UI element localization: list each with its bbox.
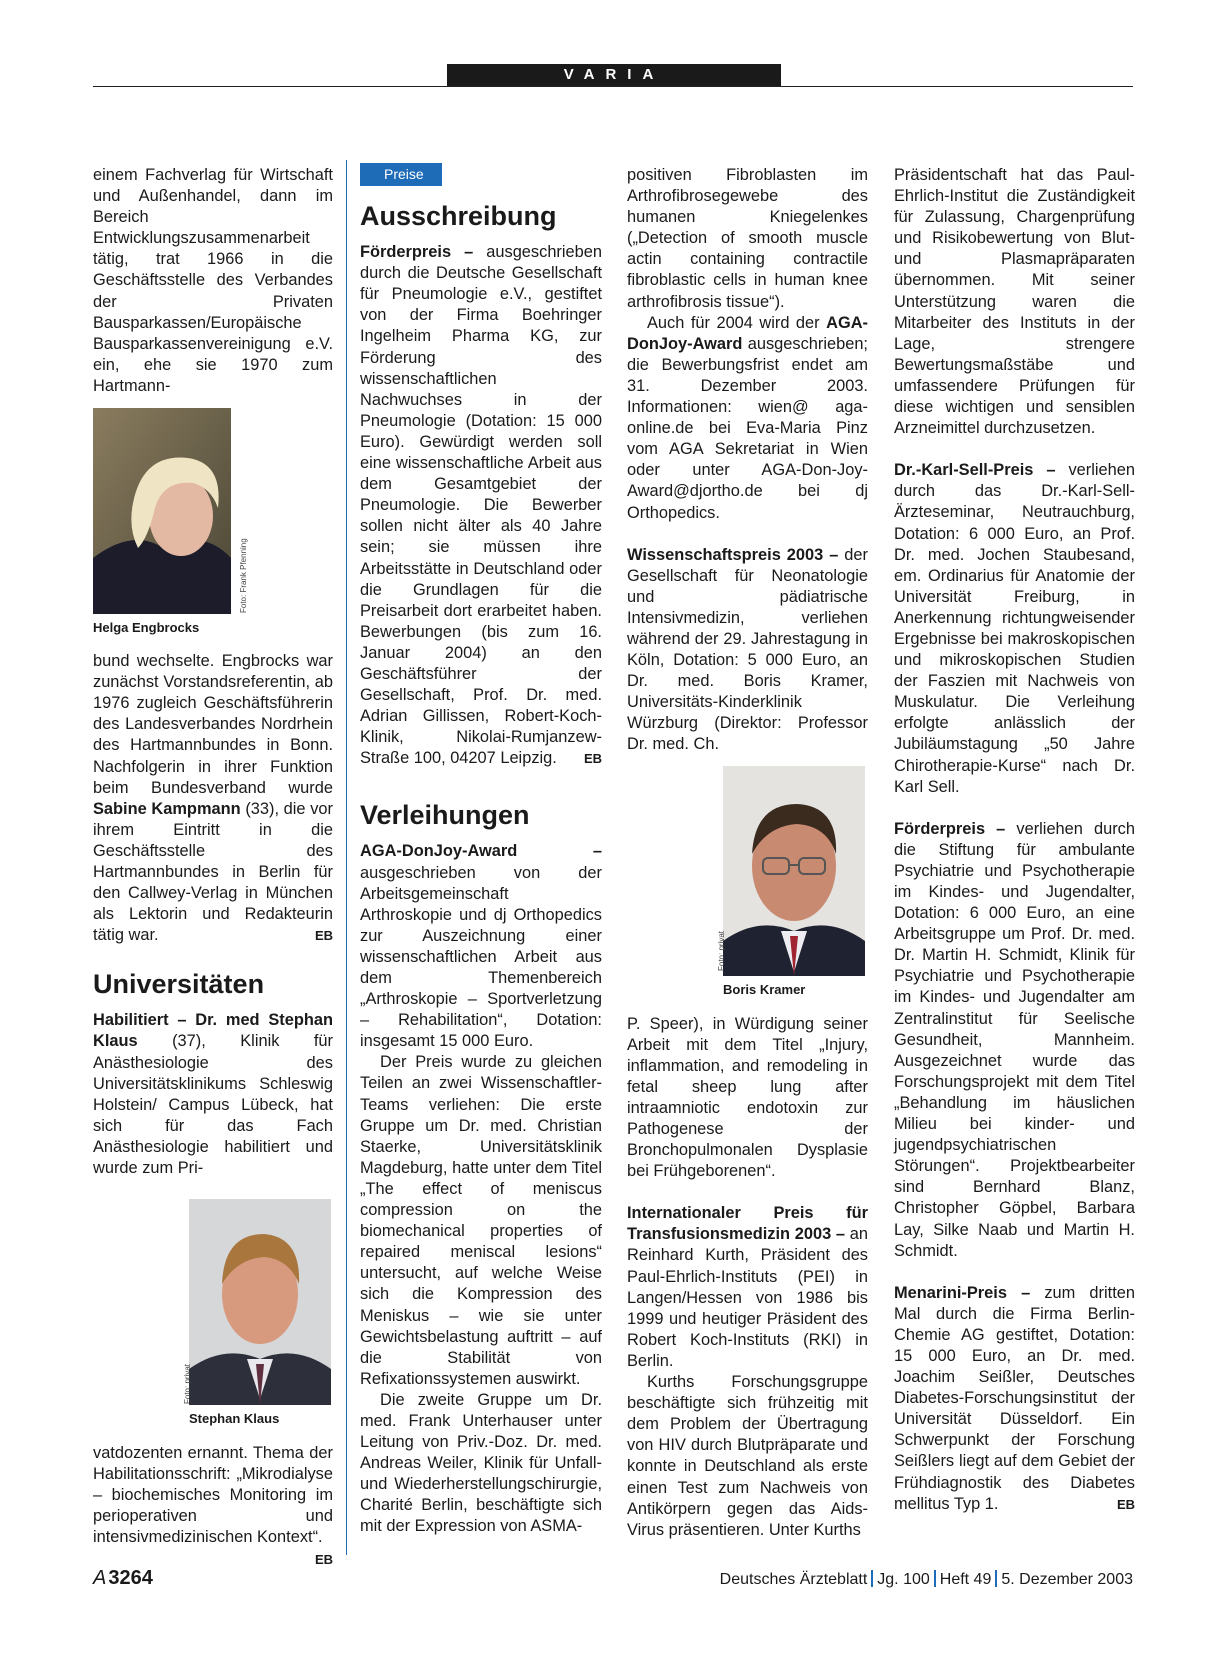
author-signature: EB <box>583 751 602 767</box>
heading-universitaeten: Universitäten <box>93 969 265 1000</box>
journal-volume: Jg. 100 <box>877 1571 930 1588</box>
rubric-label: Preise <box>360 163 442 186</box>
paragraph: Förderpreis – ausgeschrieben durch die Deutsche Gesellschaft für Pneumologie e.V., gestiftet von der Firma Boehringer Ingelheim Pharma KG, zur Förderung des wissenschaftlichen Nachwuchses in der Pneumologie (Dotation: 15 000 Euro). Gewürdigt werden soll eine wissenschaftliche Arbeit aus dem Gesamtgebiet der Pneumologie. Die Bewerber sollen nicht älter als 40 Jahre sein; sie müssen ihre Arbeitsstätte in Deutschland oder die Grundlagen für die Preisarbeit dort erarbeitet haben. Bewerbungen (bis zum 16. Januar 2004) an den Geschäftsführer der Gesellschaft, Prof. Dr. med. Adrian Gillissen, Robert-Koch-Klinik, Nikolai-Rumjanzew-Straße 100, 04207 Leipzig. EB <box>360 242 602 769</box>
page-number: A 3264 <box>93 1567 153 1589</box>
author-signature: EB <box>314 1551 333 1567</box>
photo-credit: Foto: privat <box>183 1364 192 1405</box>
portrait-image <box>189 1199 331 1405</box>
photo-boris-kramer <box>717 766 865 976</box>
paragraph: einem Fachverlag für Wirtschaft und Außenhandel, dann im Bereich Entwicklungszusammenarbeit tätig, trat 1966 in die Geschäftsstelle des Verbandes der Privaten Bausparkassen/Europäische Bausparkassenvereinigung e.V. ein, ehe sie 1970 zum Hartmann- <box>93 166 333 395</box>
paragraph: AGA-DonJoy-Award – ausgeschrieben von der Arbeitsgemeinschaft Arthroskopie und dj Orthopedics zur Auszeichnung einer wissenschaftlichen Arbeit aus dem Themenbereich „Arthroskopie – Sportverletzung – Rehabilitation“, Dotation: insgesamt 15 000 Euro. <box>360 842 602 1051</box>
paragraph: Die zweite Gruppe um Dr. med. Frank Unterhauser unter Leitung von Priv.-Doz. Dr. med. Andreas Weiler, Klinik für Unfall- und Wiederherstellungschirurgie, Charité Berlin, beschäftigte sich mit der Expression von ASMA- <box>360 1390 602 1536</box>
paragraph: Internationaler Preis für Transfusionsmedizin 2003 – an Reinhard Kurth, Präsident des Paul-Ehrlich-Instituts (PEI) in Langen/Hessen von 1986 bis 1999 und heutiger Präsident des Robert Koch-Instituts (RKI) in Berlin. <box>627 1204 868 1370</box>
column-1 <box>93 165 333 1570</box>
paragraph: Menarini-Preis – zum dritten Mal durch die Firma Berlin-Chemie AG gestiftet, Dotation: 15 000 Euro, an Dr. med. Joachim Seißler, Deutsches Diabetes-Forschungsinstitut der Universität Düsseldorf. Ein Schwerpunkt der Forschung Seißlers liegt auf dem Gebiet der Frühdiagnostik des Diabetes mellitus Typ 1. EB <box>894 1283 1135 1515</box>
column-3 <box>627 165 868 1541</box>
journal-name: Deutsches Ärzteblatt <box>719 1571 868 1588</box>
paragraph: P. Speer), in Würdigung seiner Arbeit mit dem Titel „Injury, inflammation, and remodeling in fetal sheep lung after intraamniotic endotoxin zur Pathogenese der Bronchopulmonalen Dysplasie bei Frühgeborenen“. <box>627 1014 868 1181</box>
photo-credit: Foto: privat <box>717 930 726 971</box>
heading-verleihungen: Verleihungen <box>360 800 530 831</box>
heading-ausschreibung: Ausschreibung <box>360 201 557 232</box>
author-signature: EB <box>314 928 333 944</box>
photo-helga-engbrocks <box>93 408 248 614</box>
paragraph: Dr.-Karl-Sell-Preis – verliehen durch das Dr.-Karl-Sell-Ärzteseminar, Neutrauchburg, Dotation: 6 000 Euro, an Prof. Dr. med. Jochen Staubesand, em. Ordinarius für Anatomie der Universität Freiburg, in Anerkennung richtungweisender Ergebnisse bei makroskopischen und mikroskopischen Studien der Faszien mit Nachweis von Muskulatur. Die Verleihung erfolgte anlässlich der Jubiläumstagung „50 Jahre Chirotherapie-Kurse“ nach Dr. Karl Sell. <box>894 461 1135 796</box>
paragraph: Der Preis wurde zu gleichen Teilen an zwei Wissenschaftler-Teams verliehen: Die erste Gruppe um Dr. med. Christian Staerke, Universitätsklinik Magdeburg, hatte unter dem Titel „The effect of meniscus compression on the biomechanical properties of repaired meniscal lesions“ untersucht, auf welche Weise sich die Kompression des Meniskus – wie sie unter Gewichtsbelastung auftritt – auf die Stabilität von Refixationssystemen auswirkt. <box>360 1053 602 1388</box>
journal-issue: Heft 49 <box>939 1571 992 1588</box>
journal-date: 5. Dezember 2003 <box>1001 1571 1133 1588</box>
author-signature: EB <box>1116 1496 1135 1512</box>
paragraph: Präsidentschaft hat das Paul-Ehrlich-Institut die Zuständigkeit für Zulassung, Chargenprüfung und Risikobewertung von Blut- und Plasmapräparaten übernommen. Mit seiner Unterstützung waren die Mitarbeiter des Instituts in der Lage, strengere Bewertungsmaßstäbe und umfassendere Prüfungen für diese wichtigen und sensiblen Arzneimittel durchzusetzen. <box>894 166 1135 438</box>
column-4 <box>894 165 1135 1515</box>
photo-caption: Boris Kramer <box>723 981 806 997</box>
header-rule <box>93 86 1133 87</box>
section-header: VARIA <box>447 64 781 86</box>
paragraph: positiven Fibroblasten im Arthrofibrosegewebe des humanen Kniegelenkes („Detection of smooth muscle actin containing contractile fibroblastic cells in human knee arthrofibrosis tissue“). <box>627 166 868 311</box>
photo-caption: Helga Engbrocks <box>93 620 200 636</box>
paragraph: Kurths Forschungsgruppe beschäftigte sich frühzeitig mit dem Problem der Übertragung von HIV durch Blutpräparate und konnte in Deutschland als erste einen Test zum Nachweis von Antikörpern gegen das Aids-Virus präsentieren. Unter Kurths <box>627 1373 868 1539</box>
paragraph: bund wechselte. Engbrocks war zunächst Vorstandsreferentin, ab 1976 zugleich Geschäftsführerin des Landesverbandes Nordrhein des Hartmannbundes in Bonn. Nachfolgerin in ihrer Funktion beim Bundesverband wurde Sabine Kampmann (33), die vor ihrem Eintritt in die Geschäftsstelle des Hartmannbundes in Berlin für den Callwey-Verlag in München als Lektorin und Redakteurin tätig war. EB <box>93 651 333 946</box>
portrait-image <box>723 766 865 976</box>
paragraph: Auch für 2004 wird der AGA-DonJoy-Award ausgeschrieben; die Bewerbungsfrist endet am 31. Dezember 2003. Informationen: wien@ aga-online.de bei Eva-Maria Pinz vom AGA Sekretariat in Wien oder unter AGA-Don-Joy-Award@djortho.de bei dj Orthopedics. <box>627 313 868 522</box>
photo-credit: Foto: Frank Pfenning <box>239 538 248 614</box>
photo-caption: Stephan Klaus <box>189 1411 280 1427</box>
paragraph: Förderpreis – verliehen durch die Stiftung für ambulante Psychiatrie und Psychotherapie im Kindes- und Jugendalter, Dotation: 6 000 Euro, an eine Arbeitsgruppe um Prof. Dr. med. Dr. Martin H. Schmidt, Klinik für Psychiatrie und Psychotherapie im Kindes- und Jugendalter am Zentralinstitut für Seelische Gesundheit, Mannheim. Ausgezeichnet wurde das Forschungsprojekt mit dem Titel „Behandlung im häuslichen Milieu bei kinder- und jugendpsychiatrischen Störungen“. Projektbearbeiter sind Bernhard Blanz, Christopher Göpbel, Barbara Lay, Silke Naab und Martin H. Schmidt. <box>894 819 1135 1260</box>
photo-stephan-klaus <box>183 1199 331 1405</box>
column-2 <box>360 163 602 1538</box>
paragraph: Wissenschaftspreis 2003 – der Gesellschaft für Neonatologie und pädiatrische Intensivmedizin, verliehen während der 29. Jahrestagung in Köln, Dotation: 5 000 Euro, an Dr. med. Boris Kramer, Universitäts-Kinderklinik Würzburg (Direktor: Professor Dr. med. Ch. <box>627 545 868 754</box>
column-rule <box>346 160 347 1555</box>
paragraph: Habilitiert – Dr. med Stephan Klaus (37), Klinik für Anästhesiologie des Universitätsklinikums Schleswig Holstein/ Campus Lübeck, hat sich für das Fach Anästhesiologie habilitiert und wurde zum Pri- <box>93 1011 333 1177</box>
portrait-image <box>93 408 231 614</box>
journal-footer <box>720 1570 1133 1589</box>
paragraph: vatdozenten ernannt. Thema der Habilitationsschrift: „Mikrodialyse – biochemisches Monitoring im perioperativen und intensivmedizinischen Kontext“. EB <box>93 1443 333 1548</box>
